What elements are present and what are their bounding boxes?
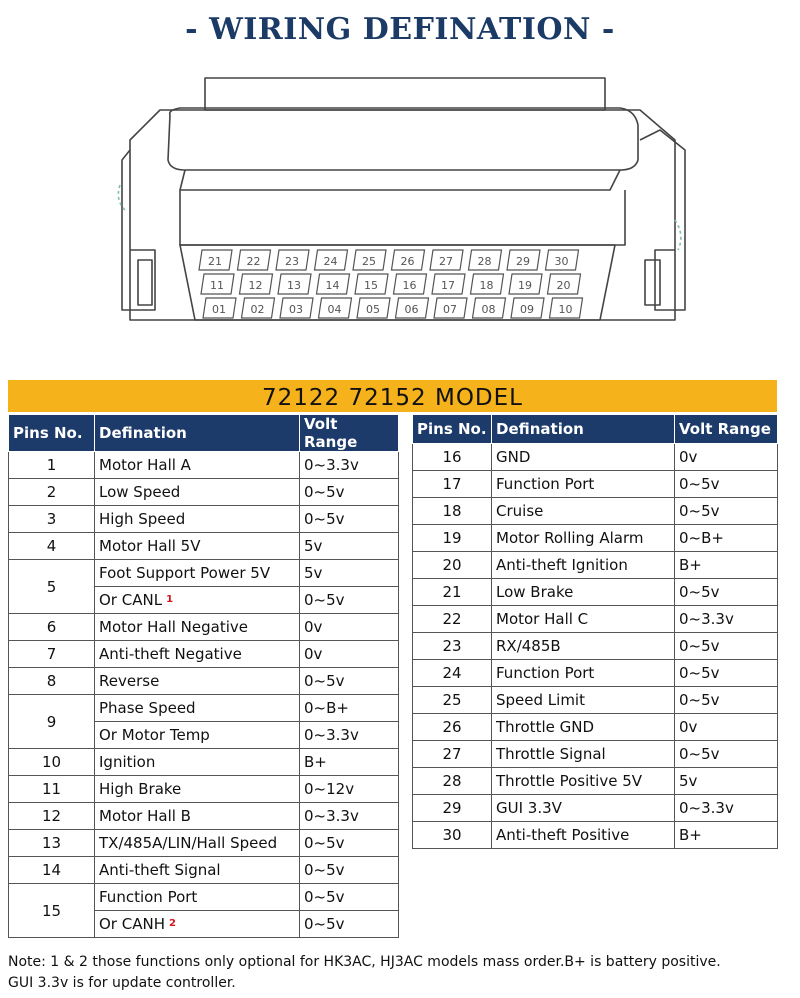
pin-definition: [492, 633, 675, 660]
pin-number: 4: [9, 533, 95, 560]
connector-pin-label: 08: [481, 303, 496, 316]
table-row: [413, 579, 778, 606]
connector-pin: [507, 250, 540, 270]
volt-range-alt: 0~5v: [300, 911, 399, 938]
pin-number: 20: [413, 552, 492, 579]
volt-range: B+: [675, 552, 778, 579]
volt-range-alt: 0~5v: [300, 587, 399, 614]
connector-pin-label: 07: [443, 303, 457, 316]
pin-definition: [95, 695, 300, 722]
definition-text: Anti-theft Signal: [99, 861, 221, 879]
table-row: [9, 803, 399, 830]
connector-pin-label: 10: [558, 303, 573, 316]
definition-text: Phase Speed: [99, 699, 196, 717]
connector-pin: [550, 298, 583, 318]
page-title: - WIRING DEFINATION -: [185, 12, 615, 47]
connector-pin: [396, 298, 429, 318]
connector-pin-label: 20: [556, 279, 571, 292]
pin-number: 29: [413, 795, 492, 822]
pin-number: 23: [413, 633, 492, 660]
pin-definition-alt: [95, 587, 300, 614]
table-row: [9, 479, 399, 506]
connector-pin-label: 09: [520, 303, 534, 316]
definition-text: Throttle GND: [496, 718, 595, 736]
pin-number: 19: [413, 525, 492, 552]
connector-pin: [430, 250, 463, 270]
header-volt-range: Volt Range: [675, 415, 778, 444]
definition-text: Or Motor Temp: [99, 726, 210, 744]
connector-pin-label: 30: [554, 255, 569, 268]
connector-pin-label: 06: [404, 303, 419, 316]
pin-number: 14: [9, 857, 95, 884]
pin-number: 15: [9, 884, 95, 938]
definition-text: Motor Hall C: [496, 610, 589, 628]
footnote-ref: 2: [168, 918, 176, 929]
definition-text: GUI 3.3V: [496, 799, 562, 817]
connector-pin: [203, 298, 236, 318]
table-row: [413, 741, 778, 768]
connector-pin-label: 16: [402, 279, 417, 292]
connector-pin: [357, 298, 390, 318]
pin-number: 28: [413, 768, 492, 795]
connector-pin: [548, 274, 581, 294]
table-row: [9, 749, 399, 776]
connector-pin-label: 04: [327, 303, 342, 316]
pin-definition: [492, 741, 675, 768]
connector-pin: [546, 250, 579, 270]
pin-number: 27: [413, 741, 492, 768]
connector-pin-label: 28: [477, 255, 492, 268]
volt-range: 0~5v: [300, 830, 399, 857]
definition-text: Motor Hall Negative: [99, 618, 249, 636]
definition-text: Anti-theft Negative: [99, 645, 242, 663]
table-row: [9, 830, 399, 857]
pin-number: 16: [413, 444, 492, 471]
pin-definition: [492, 606, 675, 633]
pin-definition: [95, 452, 300, 479]
volt-range: 5v: [300, 560, 399, 587]
pin-number: 24: [413, 660, 492, 687]
pin-definition: [95, 479, 300, 506]
table-row: [413, 471, 778, 498]
footnote: [8, 952, 794, 994]
definition-text: Throttle Positive 5V: [496, 772, 643, 790]
volt-range: 0~5v: [675, 498, 778, 525]
volt-range: 0~B+: [300, 695, 399, 722]
pin-number: 21: [413, 579, 492, 606]
connector-pin: [317, 274, 350, 294]
definition-text: Function Port: [496, 664, 595, 682]
connector-pin: [509, 274, 542, 294]
definition-text: Foot Support Power 5V: [99, 564, 271, 582]
connector-pin-label: 23: [285, 255, 299, 268]
connector-pin: [199, 250, 232, 270]
definition-text: Motor Rolling Alarm: [496, 529, 644, 547]
definition-text: Anti-theft Positive: [496, 826, 630, 844]
table-row: [9, 641, 399, 668]
pin-definition: [95, 749, 300, 776]
definition-text: Or CANL: [99, 591, 163, 609]
pin-definition: [492, 579, 675, 606]
volt-range: 0~3.3v: [675, 606, 778, 633]
definition-text: Motor Hall B: [99, 807, 191, 825]
connector-pin-label: 02: [250, 303, 265, 316]
header-pins: Pins No.: [413, 415, 492, 444]
definition-text: Low Speed: [99, 483, 181, 501]
table-row: [413, 606, 778, 633]
definition-text: Throttle Signal: [496, 745, 606, 763]
pin-table-right: [412, 414, 778, 849]
pin-definition: [492, 714, 675, 741]
table-row: [9, 695, 399, 722]
connector-pin-label: 15: [364, 279, 378, 292]
model-header: 72122 72152 MODEL: [8, 380, 777, 412]
header-volt-range: Volt Range: [300, 415, 399, 452]
pin-definition: [95, 803, 300, 830]
volt-range: 0~5v: [675, 579, 778, 606]
volt-range: 0~3.3v: [300, 803, 399, 830]
pin-definition: [95, 884, 300, 911]
definition-text: Low Brake: [496, 583, 574, 601]
connector-pin: [469, 250, 502, 270]
table-row: [413, 714, 778, 741]
connector-pin-label: 14: [325, 279, 340, 292]
connector-pin-label: 13: [287, 279, 301, 292]
connector-pin: [353, 250, 386, 270]
pin-definition-alt: [95, 722, 300, 749]
definition-text: Reverse: [99, 672, 160, 690]
volt-range: 5v: [300, 533, 399, 560]
connector-pin-label: 21: [208, 255, 222, 268]
connector-pin: [392, 250, 425, 270]
table-header-row: [413, 415, 778, 444]
table-row: [9, 857, 399, 884]
table-row: [413, 768, 778, 795]
pin-definition: [492, 525, 675, 552]
connector-pin-label: 17: [441, 279, 455, 292]
volt-range: 0~3.3v: [300, 452, 399, 479]
table-row: [413, 795, 778, 822]
table-row: [9, 668, 399, 695]
volt-range: 0~12v: [300, 776, 399, 803]
connector-diagram: [100, 70, 700, 360]
pin-number: 6: [9, 614, 95, 641]
connector-pin: [276, 250, 309, 270]
definition-text: High Speed: [99, 510, 186, 528]
pin-number: 25: [413, 687, 492, 714]
pin-definition: [95, 641, 300, 668]
volt-range: 0~5v: [675, 741, 778, 768]
connector-pin-label: 22: [246, 255, 261, 268]
footnote-ref: 1: [166, 594, 174, 605]
pin-number: 11: [9, 776, 95, 803]
connector-pin-label: 01: [212, 303, 226, 316]
volt-range: B+: [300, 749, 399, 776]
pin-definition: [95, 668, 300, 695]
connector-pin: [238, 250, 271, 270]
pin-definition: [95, 776, 300, 803]
connector-pin: [278, 274, 311, 294]
pin-definition: [492, 660, 675, 687]
connector-pin: [242, 298, 275, 318]
table-header-row: [9, 415, 399, 452]
definition-text: Motor Hall A: [99, 456, 191, 474]
pin-definition: [492, 471, 675, 498]
volt-range: 0~5v: [675, 471, 778, 498]
connector-pin: [280, 298, 313, 318]
definition-text: Motor Hall 5V: [99, 537, 201, 555]
header-definition: Defination: [95, 415, 300, 452]
table-row: [413, 525, 778, 552]
connector-pin-label: 19: [518, 279, 532, 292]
volt-range: 0~3.3v: [675, 795, 778, 822]
definition-text: High Brake: [99, 780, 182, 798]
connector-pin-label: 27: [439, 255, 453, 268]
volt-range: 0~5v: [675, 660, 778, 687]
definition-text: Cruise: [496, 502, 544, 520]
volt-range: 0~5v: [675, 633, 778, 660]
definition-text: Anti-theft Ignition: [496, 556, 628, 574]
definition-text: Ignition: [99, 753, 156, 771]
table-row: [413, 444, 778, 471]
pin-definition: [95, 533, 300, 560]
pin-number: 5: [9, 560, 95, 614]
volt-range: 0v: [300, 641, 399, 668]
definition-text: Function Port: [496, 475, 595, 493]
table-row: [413, 498, 778, 525]
pin-definition: [492, 552, 675, 579]
pin-definition: [492, 768, 675, 795]
volt-range: 0~5v: [300, 506, 399, 533]
pin-number: 17: [413, 471, 492, 498]
volt-range: 0~5v: [675, 687, 778, 714]
definition-text: Function Port: [99, 888, 198, 906]
pin-number: 8: [9, 668, 95, 695]
pin-number: 13: [9, 830, 95, 857]
pin-number: 1: [9, 452, 95, 479]
connector-pin: [319, 298, 352, 318]
connector-pin-label: 18: [479, 279, 494, 292]
volt-range: 0~5v: [300, 857, 399, 884]
pin-number: 10: [9, 749, 95, 776]
pin-number: 7: [9, 641, 95, 668]
pin-definition: [95, 506, 300, 533]
footnote-line-1: Note: 1 & 2 those functions only optional for HK3AC, HJ3AC models mass order.B+ is battery positive.: [8, 954, 721, 970]
connector-pin: [240, 274, 273, 294]
table-row: [9, 506, 399, 533]
pin-number: 3: [9, 506, 95, 533]
definition-text: GND: [496, 448, 531, 466]
pin-definition: [95, 857, 300, 884]
pin-number: 30: [413, 822, 492, 849]
volt-range: 5v: [675, 768, 778, 795]
pin-definition: [95, 614, 300, 641]
volt-range: 0v: [300, 614, 399, 641]
definition-text: TX/485A/LIN/Hall Speed: [99, 834, 278, 852]
table-row: [9, 452, 399, 479]
connector-pin-label: 29: [516, 255, 530, 268]
table-row: [413, 687, 778, 714]
connector-pin: [434, 298, 467, 318]
pin-definition: [492, 795, 675, 822]
volt-range: 0~B+: [675, 525, 778, 552]
volt-range: 0~5v: [300, 479, 399, 506]
volt-range: 0v: [675, 444, 778, 471]
pin-number: 9: [9, 695, 95, 749]
pin-definition: [492, 498, 675, 525]
pin-definition-alt: [95, 911, 300, 938]
table-row: [413, 633, 778, 660]
volt-range-alt: 0~3.3v: [300, 722, 399, 749]
pin-definition: [492, 687, 675, 714]
volt-range: 0v: [675, 714, 778, 741]
table-row: [9, 560, 399, 587]
volt-range: 0~5v: [300, 668, 399, 695]
connector-pin: [511, 298, 544, 318]
connector-pin: [473, 298, 506, 318]
connector-pin: [201, 274, 234, 294]
pin-definition: [95, 830, 300, 857]
volt-range: 0~5v: [300, 884, 399, 911]
connector-pin: [355, 274, 388, 294]
connector-pin: [432, 274, 465, 294]
table-row: [9, 884, 399, 911]
volt-range: B+: [675, 822, 778, 849]
header-definition: Defination: [492, 415, 675, 444]
pin-number: 12: [9, 803, 95, 830]
connector-pin-label: 25: [362, 255, 376, 268]
pin-number: 18: [413, 498, 492, 525]
footnote-line-2: GUI 3.3v is for update controller.: [8, 975, 236, 991]
connector-pin: [471, 274, 504, 294]
pin-definition: [492, 444, 675, 471]
definition-text: RX/485B: [496, 637, 561, 655]
connector-pin-label: 26: [400, 255, 415, 268]
pin-table-left: [8, 414, 399, 938]
definition-text: Or CANH: [99, 915, 165, 933]
definition-text: Speed Limit: [496, 691, 585, 709]
header-pins: Pins No.: [9, 415, 95, 452]
table-row: [9, 776, 399, 803]
pin-number: 2: [9, 479, 95, 506]
pin-number: 26: [413, 714, 492, 741]
pin-definition: [492, 822, 675, 849]
connector-pin-label: 11: [210, 279, 224, 292]
connector-pin-label: 05: [366, 303, 380, 316]
connector-pin-label: 12: [248, 279, 263, 292]
connector-pin-label: 24: [323, 255, 338, 268]
connector-pin: [315, 250, 348, 270]
table-row: [9, 533, 399, 560]
pin-definition: [95, 560, 300, 587]
table-row: [9, 614, 399, 641]
connector-pin-label: 03: [289, 303, 303, 316]
pin-number: 22: [413, 606, 492, 633]
connector-pin: [394, 274, 427, 294]
